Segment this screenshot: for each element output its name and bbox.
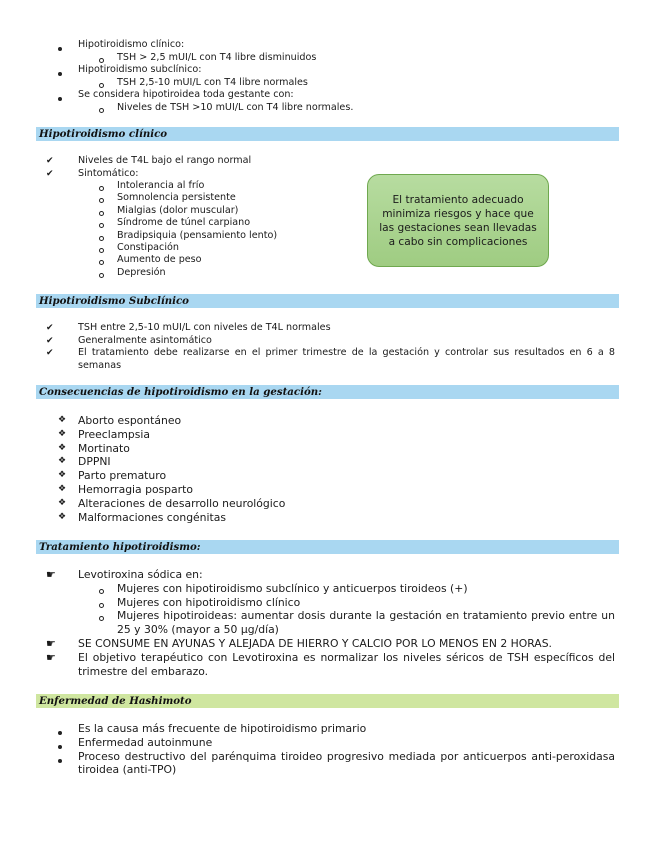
list-item-text: Sintomático: bbox=[78, 167, 139, 179]
list-item-text: Se considera hipotiroidea toda gestante con: bbox=[78, 89, 294, 101]
list-item-text: Aborto espontáneo bbox=[78, 414, 182, 427]
list-item bbox=[0, 77, 655, 90]
list-item-text: TSH 2,5-10 mUI/L con T4 libre normales bbox=[117, 76, 308, 88]
intro-list bbox=[0, 39, 655, 115]
bullet-circle-icon bbox=[99, 613, 104, 627]
list-item-text: Parto prematuro bbox=[78, 469, 167, 483]
hand-pointer-icon: ☛ bbox=[46, 636, 56, 650]
list-item-text: Mujeres con hipotiroidismo subclínico y anticuerpos tiroideos (+) bbox=[117, 581, 468, 595]
list-item-text: TSH entre 2,5-10 mUI/L con niveles de T4L normales bbox=[78, 322, 331, 333]
bullet-dot-icon bbox=[58, 755, 62, 769]
list-item-text: Generalmente asintomático bbox=[78, 334, 212, 346]
list-item bbox=[0, 89, 655, 102]
list-item bbox=[0, 442, 655, 456]
subclinico-list bbox=[0, 322, 655, 372]
diamond-icon: ❖ bbox=[58, 483, 67, 494]
list-item-text: SE CONSUME EN AYUNAS Y ALEJADA DE HIERRO Y CALCIO POR LO MENOS EN 2 HORAS. bbox=[78, 636, 552, 650]
list-item bbox=[0, 64, 655, 77]
list-item-text: Levotiroxina sódica en: bbox=[78, 568, 203, 581]
list-item bbox=[0, 568, 655, 582]
list-item bbox=[0, 230, 360, 242]
diamond-icon: ❖ bbox=[58, 428, 67, 439]
callout-box: El tratamiento adecuado minimiza riesgos y hace que las gestaciones sean llevadas a cabo sin complicaciones bbox=[367, 174, 549, 267]
list-item bbox=[0, 750, 655, 778]
list-item-text: TSH > 2,5 mUI/L con T4 libre disminuidos bbox=[117, 51, 317, 63]
tratamiento-list bbox=[0, 568, 655, 678]
bullet-circle-icon bbox=[99, 270, 104, 282]
section-header-clinico: Hipotiroidismo clínico bbox=[36, 127, 619, 141]
symptom-list bbox=[0, 180, 360, 279]
bullet-circle-icon bbox=[99, 105, 104, 118]
list-item-text: Enfermedad autoinmune bbox=[78, 735, 213, 749]
list-item-text: Niveles de T4L bajo el rango normal bbox=[78, 155, 252, 166]
list-item bbox=[0, 217, 360, 229]
diamond-icon: ❖ bbox=[58, 442, 67, 453]
hashimoto-list bbox=[0, 722, 655, 777]
list-item bbox=[0, 322, 655, 335]
list-item-text: DPPNI bbox=[78, 455, 111, 469]
list-item bbox=[0, 180, 360, 192]
list-item-text: Hemorragia posparto bbox=[78, 482, 193, 496]
list-item-text: Proceso destructivo del parénquima tiroideo progresivo mediada por anticuerpos anti-peroxidasa tiroidea (anti-TPO) bbox=[78, 749, 615, 777]
list-item-text: Intolerancia al frío bbox=[117, 180, 205, 191]
list-item-text: Bradipsiquia (pensamiento lento) bbox=[117, 229, 278, 241]
list-item bbox=[0, 168, 655, 181]
clinico-list bbox=[0, 155, 655, 180]
list-item-text: Hipotiroidismo subclínico: bbox=[78, 64, 202, 76]
hand-pointer-icon: ☛ bbox=[46, 650, 56, 664]
list-item bbox=[0, 483, 655, 497]
list-item bbox=[0, 596, 655, 610]
consecuencias-list bbox=[0, 414, 655, 524]
list-item-text: Mujeres hipotiroideas: aumentar dosis durante la gestación en tratamiento previo entre un 25 y 30% (mayor a 50 µg/día) bbox=[117, 609, 615, 637]
list-item bbox=[0, 497, 655, 511]
check-icon: ✔ bbox=[46, 323, 54, 333]
section-header-hashimoto: Enfermedad de Hashimoto bbox=[36, 694, 619, 708]
list-item-text: Hipotiroidismo clínico: bbox=[78, 39, 185, 50]
diamond-icon: ❖ bbox=[58, 415, 67, 425]
list-item bbox=[0, 469, 655, 483]
list-item bbox=[0, 428, 655, 442]
list-item-text: Constipación bbox=[117, 242, 179, 254]
list-item-text: Depresión bbox=[117, 266, 166, 278]
list-item-text: Somnolencia persistente bbox=[117, 192, 236, 204]
list-item-text: Malformaciones congénitas bbox=[78, 510, 227, 524]
list-item-text: Aumento de peso bbox=[117, 254, 202, 266]
check-icon: ✔ bbox=[46, 348, 54, 359]
list-item-text: Preeclampsia bbox=[78, 427, 150, 441]
list-item-text: Es la causa más frecuente de hipotiroidismo primario bbox=[78, 722, 367, 735]
diamond-icon: ❖ bbox=[58, 511, 67, 522]
check-icon: ✔ bbox=[46, 335, 54, 346]
list-item bbox=[0, 455, 655, 469]
list-item bbox=[0, 254, 360, 266]
list-item bbox=[0, 637, 655, 651]
list-item-text: Alteraciones de desarrollo neurológico bbox=[78, 496, 286, 510]
list-item-text: El objetivo terapéutico con Levotiroxina es normalizar los niveles séricos de TSH específicos del trimestre del embarazo. bbox=[78, 650, 615, 678]
diamond-icon: ❖ bbox=[58, 497, 67, 508]
hand-pointer-icon: ☛ bbox=[46, 568, 56, 581]
list-item bbox=[0, 52, 655, 65]
list-item bbox=[0, 39, 655, 52]
check-icon: ✔ bbox=[46, 168, 54, 179]
list-item-text: Síndrome de túnel carpiano bbox=[117, 217, 251, 229]
section-header-subclinico: Hipotiroidismo Subclínico bbox=[36, 294, 619, 308]
list-item bbox=[0, 335, 655, 348]
list-item-text: El tratamiento debe realizarse en el primer trimestre de la gestación y controlar sus resultados en 6 a 8 semanas bbox=[78, 347, 615, 371]
list-item bbox=[0, 102, 655, 115]
list-item-text: Mujeres con hipotiroidismo clínico bbox=[117, 595, 301, 609]
list-item bbox=[0, 609, 655, 637]
list-item bbox=[0, 267, 360, 279]
list-item bbox=[0, 582, 655, 596]
diamond-icon: ❖ bbox=[58, 456, 67, 467]
list-item-text: Niveles de TSH >10 mUI/L con T4 libre normales. bbox=[117, 101, 354, 113]
section-header-consecuencias: Consecuencias de hipotiroidismo en la gestación: bbox=[36, 385, 619, 399]
list-item bbox=[0, 205, 360, 217]
list-item bbox=[0, 242, 360, 254]
list-item bbox=[0, 651, 655, 679]
list-item bbox=[0, 511, 655, 525]
list-item bbox=[0, 192, 360, 204]
list-item bbox=[0, 722, 655, 736]
list-item-text: Mortinato bbox=[78, 441, 130, 455]
list-item bbox=[0, 347, 655, 372]
list-item-text: Mialgias (dolor muscular) bbox=[117, 204, 239, 216]
list-item bbox=[0, 155, 655, 168]
list-item bbox=[0, 414, 655, 428]
diamond-icon: ❖ bbox=[58, 470, 67, 481]
check-icon: ✔ bbox=[46, 156, 54, 166]
section-header-tratamiento: Tratamiento hipotiroidismo: bbox=[36, 540, 619, 554]
list-item bbox=[0, 736, 655, 750]
